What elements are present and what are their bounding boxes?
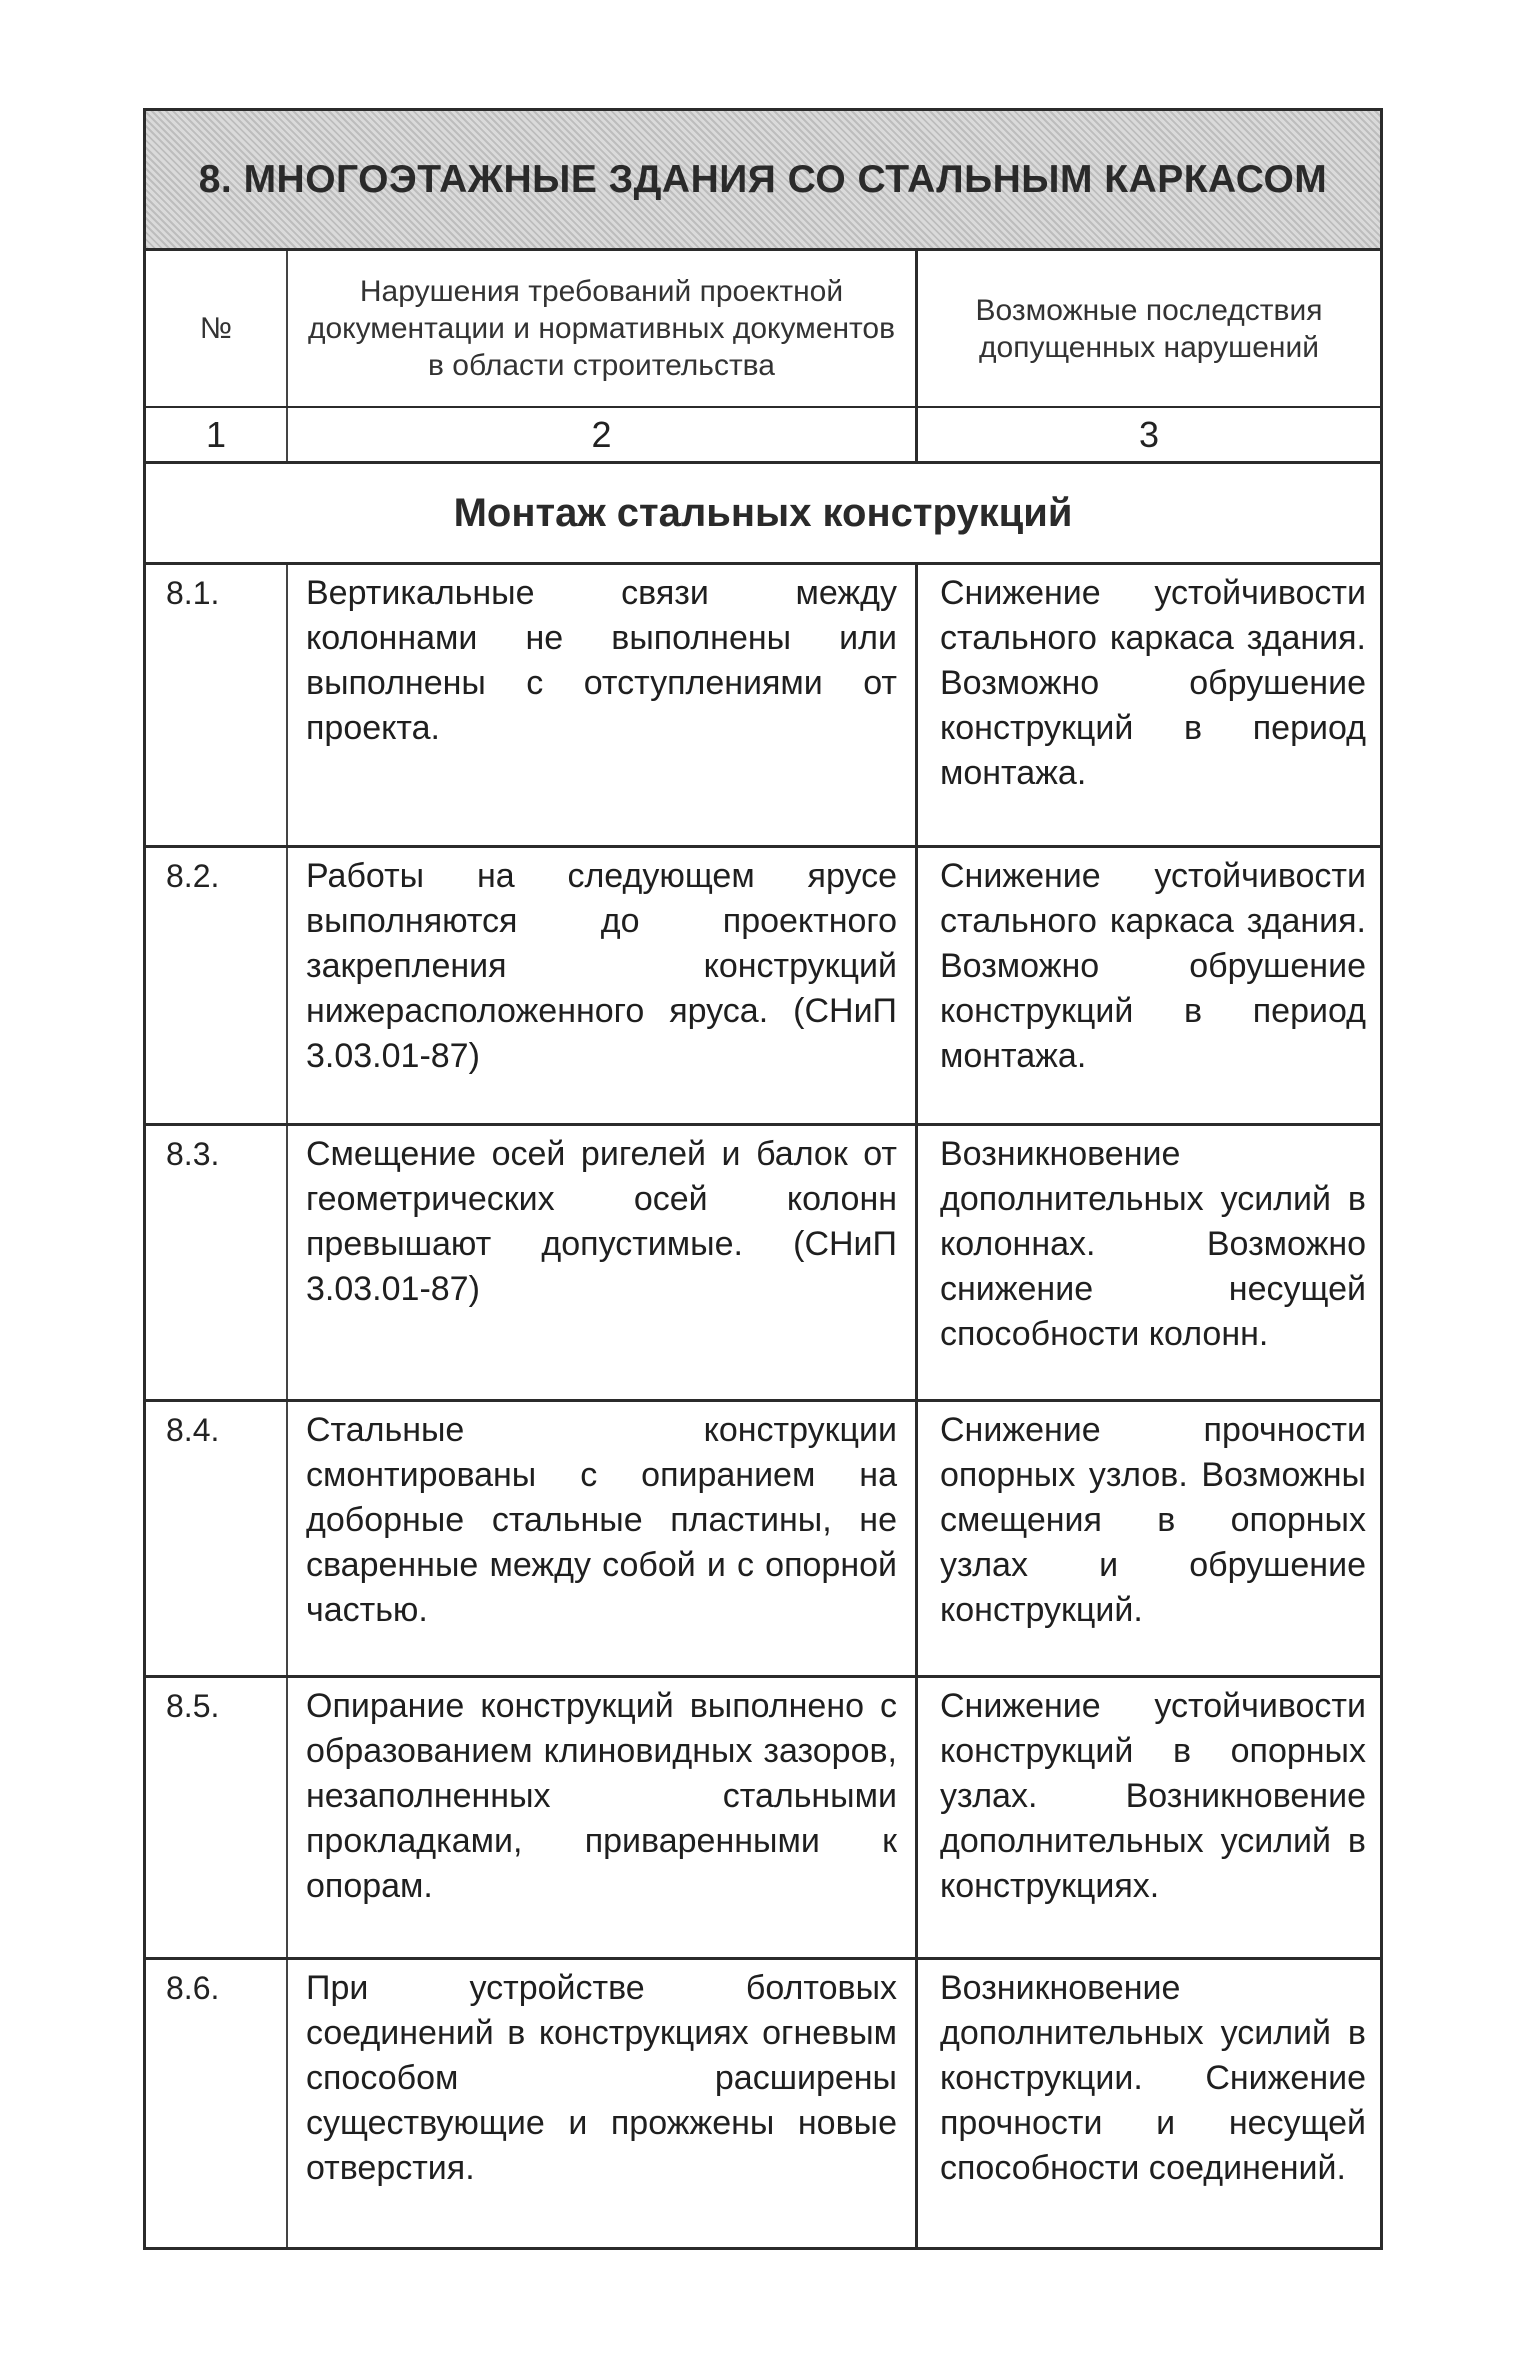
table-title: 8. МНОГОЭТАЖНЫЕ ЗДАНИЯ СО СТАЛЬНЫМ КАРКАСОМ: [198, 157, 1328, 201]
table-row: [146, 565, 1380, 848]
violations-table: [143, 108, 1383, 2250]
consequence-text: Снижение устойчивости стального каркаса здания. Возможно обрушение конструкций в период монтажа.: [940, 857, 1366, 1075]
table-title-bar: [146, 111, 1380, 251]
consequence-text: Снижение устойчивости стального каркаса здания. Возможно обрушение конструкций в период монтажа.: [940, 574, 1366, 792]
section-title: Монтаж стальных конструкций: [453, 490, 1073, 535]
table-row: [146, 848, 1380, 1126]
violation-text: Смещение осей ригелей и балок от геометрических осей колонн превышают допустимые. (СНиП 3.03.01-87): [288, 1126, 918, 1399]
column-number-3: 3: [1138, 413, 1160, 455]
table-row: [146, 1126, 1380, 1402]
table-row: [146, 1402, 1380, 1678]
section-header: [146, 464, 1380, 565]
column-number-row: [146, 408, 1380, 464]
row-number: 8.3.: [146, 1126, 288, 1399]
header-row: [146, 251, 1380, 408]
consequence-text: Возникновение дополнительных усилий в конструкции. Снижение прочности и несущей способности соединений.: [940, 1969, 1366, 2187]
column-number-1: 1: [146, 408, 288, 461]
row-number: 8.1.: [146, 565, 288, 845]
row-number: 8.6.: [146, 1960, 288, 2247]
row-number: 8.5.: [146, 1678, 288, 1957]
column-number-2: 2: [288, 408, 918, 461]
header-violations: Нарушения требований проектной документации и нормативных документов в области строительства: [288, 251, 918, 406]
header-consequences: Возможные последствия допущенных нарушений: [975, 293, 1323, 364]
header-number: №: [146, 251, 288, 406]
table-row: [146, 1960, 1380, 2247]
violation-text: Опирание конструкций выполнено с образованием клиновидных зазоров, незаполненных стальными прокладками, приваренными к опорам.: [288, 1678, 918, 1957]
row-number: 8.4.: [146, 1402, 288, 1675]
consequence-text: Снижение устойчивости конструкций в опорных узлах. Возникновение дополнительных усилий в конструкциях.: [940, 1687, 1366, 1905]
violation-text: Работы на следующем ярусе выполняются до проектного закрепления конструкций нижерасположенного яруса. (СНиП 3.03.01-87): [288, 848, 918, 1123]
table-row: [146, 1678, 1380, 1960]
violation-text: Вертикальные связи между колоннами не выполнены или выполнены с отступлениями от проекта.: [288, 565, 918, 845]
consequence-text: Снижение прочности опорных узлов. Возможны смещения в опорных узлах и обрушение конструкций.: [940, 1411, 1366, 1629]
row-number: 8.2.: [146, 848, 288, 1123]
violation-text: Стальные конструкции смонтированы с опиранием на доборные стальные пластины, не сваренные между собой и с опорной частью.: [288, 1402, 918, 1675]
consequence-text: Возникновение дополнительных усилий в колоннах. Возможно снижение несущей способности колонн.: [940, 1135, 1366, 1353]
violation-text: При устройстве болтовых соединений в конструкциях огневым способом расширены существующие и прожжены новые отверстия.: [288, 1960, 918, 2247]
